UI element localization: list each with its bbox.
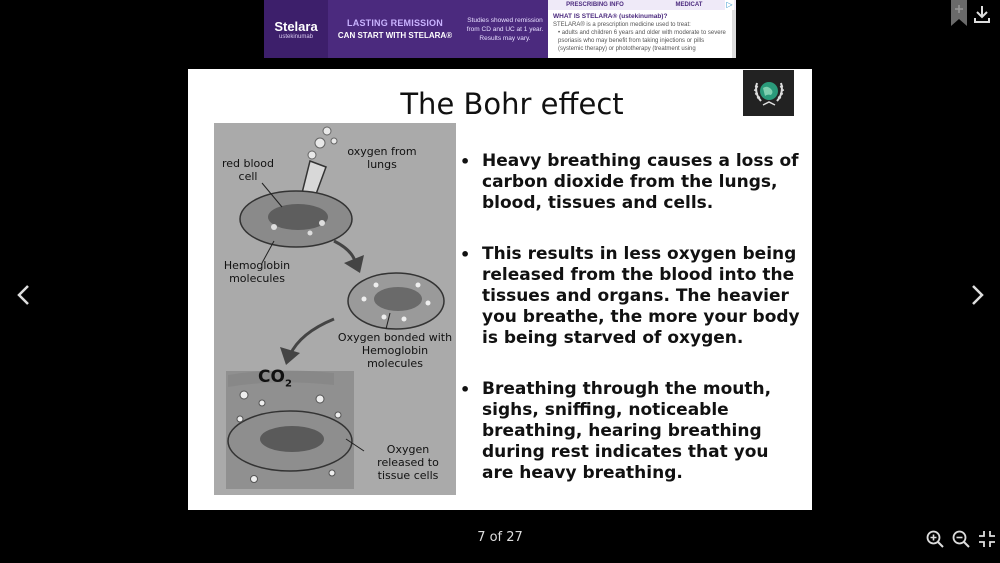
ad-tab-prescribing-info[interactable]: PRESCRIBING INFO	[566, 2, 624, 8]
ad-logo[interactable]	[264, 0, 328, 58]
ad-headline-line-1: LASTING REMISSION	[347, 18, 443, 28]
zoom-in-icon[interactable]	[925, 529, 945, 549]
download-icon[interactable]	[972, 4, 992, 24]
label-co2	[258, 367, 292, 390]
label-co2-text: CO	[258, 367, 285, 387]
bullet-dot-icon: •	[460, 380, 471, 399]
label-co2-subscript: 2	[284, 378, 292, 390]
ad-choices-icon[interactable]: ▷	[726, 0, 733, 9]
globe-icon	[749, 75, 789, 111]
bullet-text: This results in less oxygen being released from the blood into the tissues and organs. The heavier you breathe, the more your body is being starved of oxygen.	[482, 244, 800, 348]
bullet-dot-icon: •	[460, 245, 471, 264]
ad-tab-medication-guide[interactable]: MEDICAT	[675, 2, 703, 8]
page-counter: 7 of 27	[477, 530, 523, 545]
chevron-right-icon[interactable]	[965, 280, 989, 310]
bohr-effect-illustration	[214, 123, 456, 495]
bullet-dot-icon: •	[460, 152, 471, 171]
laurel-globe-logo	[743, 70, 794, 116]
ad-info-scrollbar[interactable]	[732, 10, 736, 58]
zoom-out-icon[interactable]	[951, 529, 971, 549]
label-oxygen-bonded: Oxygen bonded with Hemoglobin molecules	[337, 331, 453, 370]
ad-headline-line-2: CAN START WITH STELARA®	[337, 31, 453, 40]
slide-title: The Bohr effect	[400, 87, 624, 121]
bullet-list	[460, 151, 805, 514]
label-oxygen-released: Oxygen released to tissue cells	[377, 443, 439, 482]
ad-headline[interactable]	[328, 0, 462, 58]
bullet-text: Heavy breathing causes a loss of carbon dioxide from the lungs, blood, tissues and cells.	[482, 151, 799, 213]
bullet-item	[460, 379, 805, 484]
slide	[188, 69, 812, 510]
ad-info-answer: STELARA® is a prescription medicine used to treat:	[553, 22, 691, 28]
label-red-blood-cell: red blood cell	[221, 157, 274, 183]
ad-info-panel[interactable]	[548, 0, 736, 58]
label-hemoglobin-molecules: Hemoglobin molecules	[223, 259, 291, 285]
ad-brand: Stelara	[274, 18, 318, 34]
ad-banner[interactable]	[264, 0, 736, 58]
ad-copy: Studies showed remission from CD and UC at 1 year. Results may vary.	[466, 16, 544, 42]
bullet-text: Breathing through the mouth, sighs, sniffing, noticeable breathing, hearing breathing during rest indicates that you are heavy breathing.	[482, 379, 772, 483]
label-oxygen-from-lungs: oxygen from lungs	[347, 145, 417, 171]
ad-info-answer-bullet: • adults and children 6 years and older with moderate to severe psoriasis who may benefit from taking injections or pills (systemic therapy) or phototherapy (treatment using	[558, 30, 726, 52]
bullet-item	[460, 244, 805, 349]
chevron-left-icon[interactable]	[12, 280, 36, 310]
bullet-item	[460, 151, 805, 214]
bookmark-icon[interactable]	[950, 0, 968, 26]
ad-generic-name: ustekinumab	[278, 33, 314, 40]
exit-fullscreen-icon[interactable]	[977, 529, 997, 549]
ad-tabs	[548, 0, 736, 10]
ad-info-question: WHAT IS STELARA® (ustekinumab)?	[553, 13, 668, 20]
